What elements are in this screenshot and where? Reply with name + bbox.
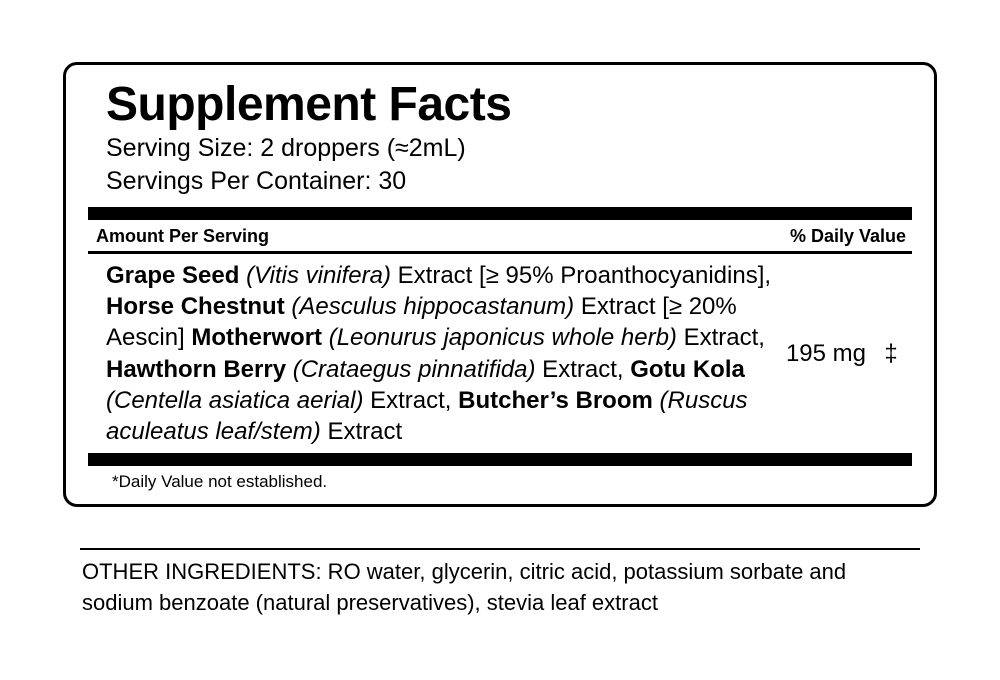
daily-value-footnote: *Daily Value not established. [112,472,328,492]
table-row [88,260,912,449]
serving-size-line: Serving Size: 2 droppers (≈2mL) [106,133,466,162]
servings-per-container-line: Servings Per Container: 30 [106,166,407,195]
other-ingredients-separator [80,548,920,550]
daily-value-header: % Daily Value [789,225,906,246]
other-ingredients-text: OTHER INGREDIENTS: RO water, glycerin, citric acid, potassium sorbate and sodium benzoate (natural preservatives), stevia leaf extract [82,559,847,616]
divider-thick-bottom [88,453,912,466]
divider-thick-top [88,207,912,220]
amount-per-serving-header: Amount Per Serving [96,225,270,246]
ingredient-daily-value: ‡ [884,339,898,367]
supplement-facts-panel [63,62,937,507]
table-header-row [88,220,912,251]
divider-thin [88,251,912,254]
ingredient-list-text: Grape Seed (Vitis vinifera) Extract [≥ 95% Proanthocyanidins], Horse Chestnut (Aesculus hippocastanum) Extract [≥ 20% Aescin] Motherwort (Leonurus japonicus whole herb) Extract, Hawthorn Berry (Crataegus pinnatifida) Extract, Gotu Kola (Centella asiatica aerial) Extract, Butcher’s Broom (Ruscus aculeatus leaf/stem) Extract [106,261,772,445]
ingredient-amount: 195 mg [785,339,866,367]
page-title: Supplement Facts [106,78,512,131]
